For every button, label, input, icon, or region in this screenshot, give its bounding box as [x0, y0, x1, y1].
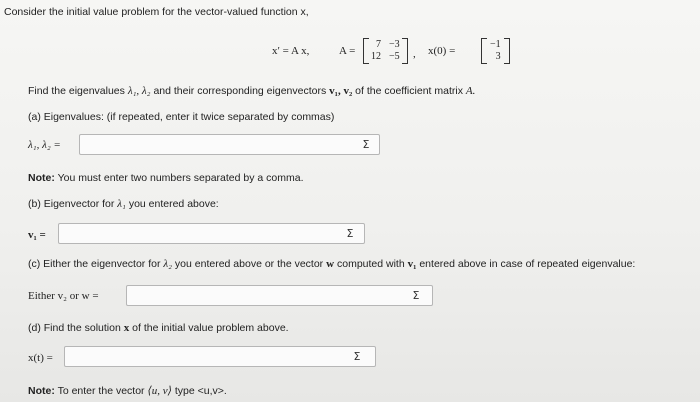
- eigenvector-v1-input[interactable]: [58, 223, 365, 244]
- part-b-label: v₁ =: [28, 229, 46, 241]
- sigma-icon[interactable]: Σ: [362, 138, 370, 151]
- x0-cell: −1: [490, 39, 501, 50]
- part-c-label: Either v₂ or w =: [28, 290, 99, 302]
- ode-equation: x′ = A x,: [272, 45, 310, 57]
- x0-label: x(0) =: [428, 45, 456, 57]
- part-c-question: (c) Either the eigenvector for λ₂ you entered above or the vector w computed with v₁ entered above in case of repeated eigenvalue:: [28, 258, 636, 270]
- part-a-label: λ₁, λ₂ =: [28, 139, 61, 151]
- note-vector-format: Note: To enter the vector ⟨u, v⟩ type <u,v>.: [28, 385, 227, 397]
- matrix-a-cell: −3: [389, 39, 400, 50]
- eigenvector-v2-input[interactable]: [126, 285, 433, 306]
- matrix-a-cell: 12: [371, 51, 381, 62]
- sigma-icon[interactable]: Σ: [412, 289, 420, 302]
- x0-vector: [481, 38, 510, 64]
- part-b-question: (b) Eigenvector for λ₁ you entered above:: [28, 198, 219, 210]
- matrix-a: [363, 38, 408, 64]
- part-d-question: (d) Find the solution x of the initial value problem above.: [28, 322, 289, 334]
- sigma-icon[interactable]: Σ: [353, 350, 361, 363]
- x0-cell: 3: [495, 51, 501, 62]
- intro-text: Consider the initial value problem for the vector-valued function x,: [4, 6, 309, 18]
- note-comma: Note: You must enter two numbers separated by a comma.: [28, 172, 304, 184]
- find-statement: Find the eigenvalues λ₁, λ₂ and their corresponding eigenvectors v₁, v₂ of the coefficient matrix A.: [28, 85, 476, 97]
- solution-input[interactable]: [64, 346, 376, 367]
- part-d-label: x(t) =: [28, 352, 53, 364]
- matrix-a-label: A =: [339, 45, 356, 57]
- matrix-a-cell: 7: [376, 39, 381, 50]
- sigma-icon[interactable]: Σ: [346, 227, 354, 240]
- matrix-a-cell: −5: [389, 51, 400, 62]
- part-a-question: (a) Eigenvalues: (if repeated, enter it twice separated by commas): [28, 111, 335, 123]
- eigenvalues-input[interactable]: [79, 134, 380, 155]
- equation-comma: ,: [413, 48, 416, 60]
